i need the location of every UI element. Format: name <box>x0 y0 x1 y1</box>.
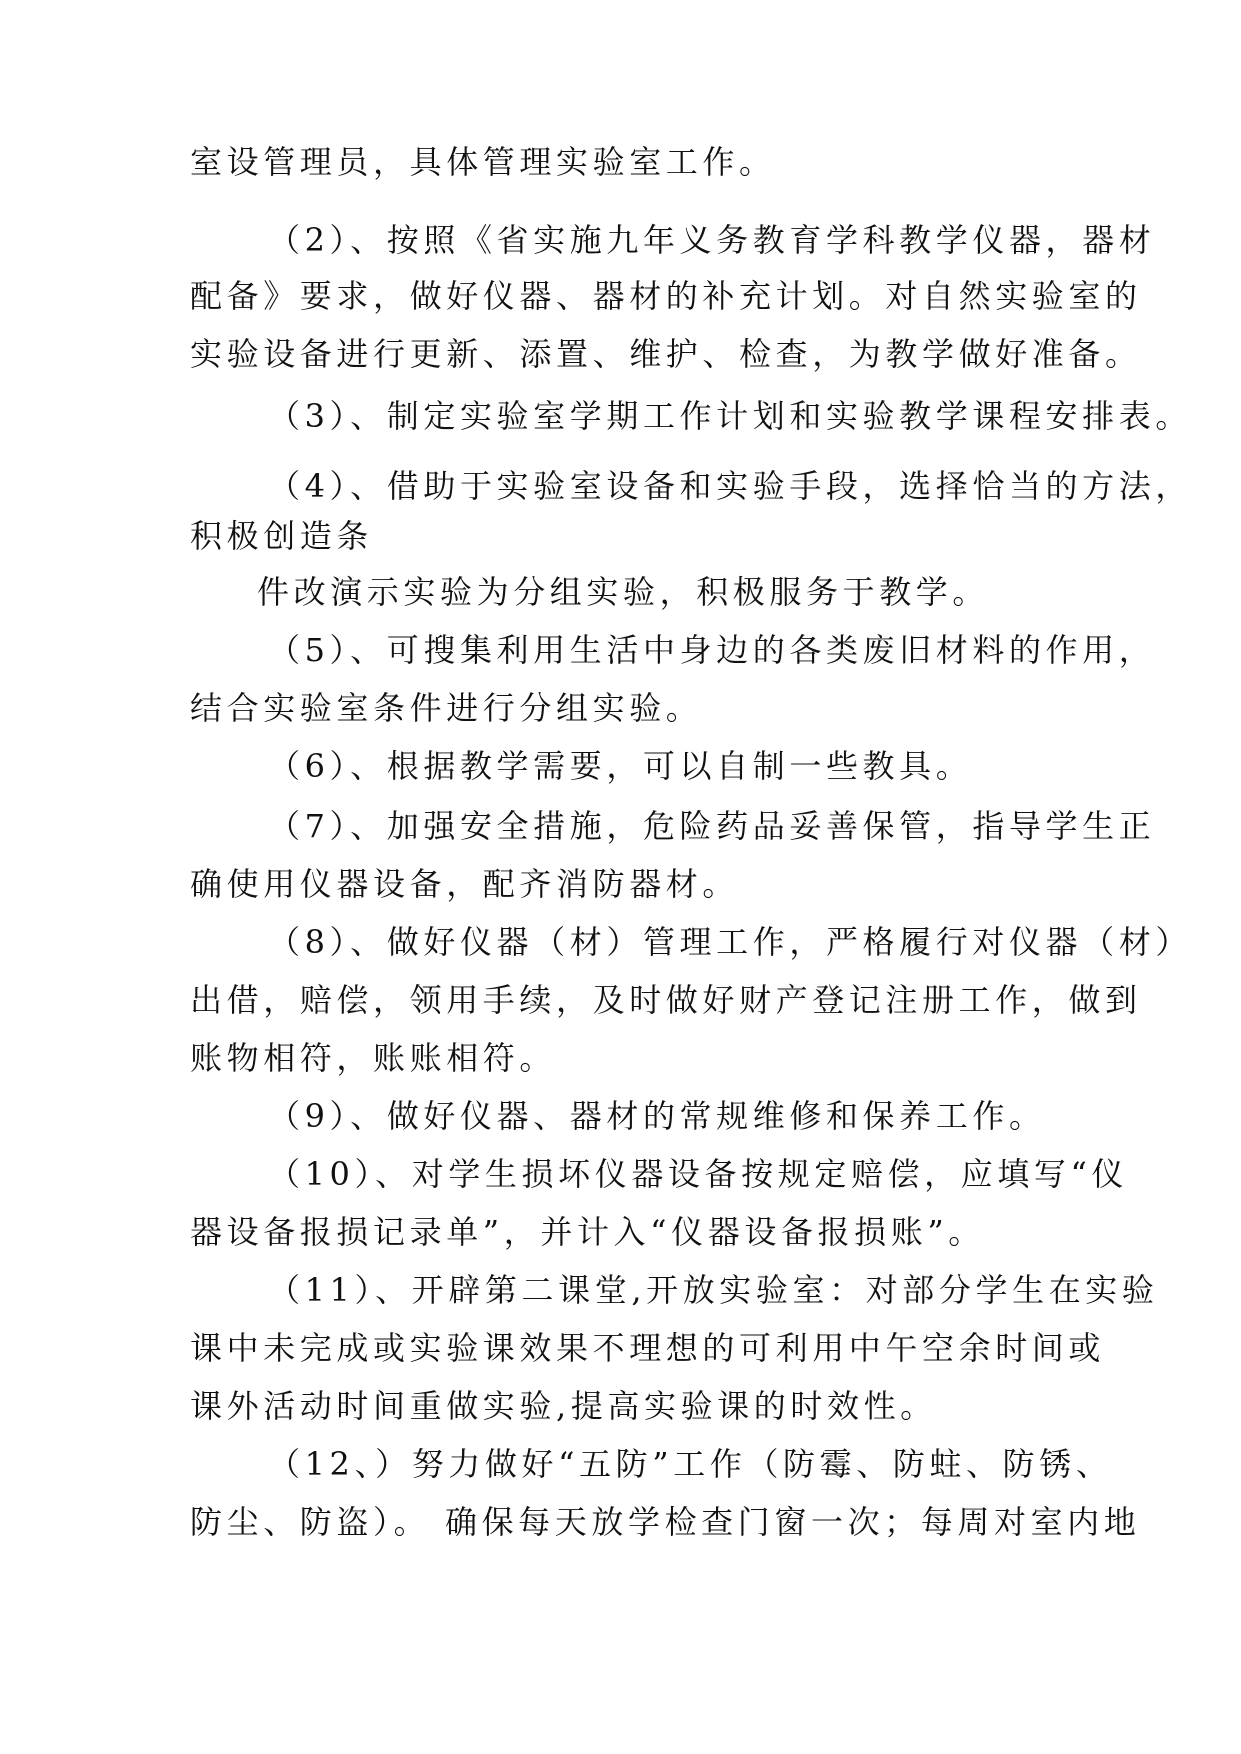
text-line: 器设备报损记录单”，并计入“仪器设备报损账”。 <box>190 1213 985 1251</box>
text-line: 配备》要求，做好仪器、器材的补充计划。对自然实验室的 <box>190 277 1142 315</box>
text-line: （9）、做好仪器、器材的常规维修和保养工作。 <box>268 1097 1046 1135</box>
text-line: 账物相符，账账相符。 <box>190 1039 557 1077</box>
text-line: （12、）努力做好“五防”工作（防霉、防蛀、防锈、 <box>268 1445 1113 1483</box>
text-line: 确使用仪器设备，配齐消防器材。 <box>190 865 740 903</box>
text-line: 室设管理员，具体管理实验室工作。 <box>190 143 776 181</box>
text-line: 课中未完成或实验课效果不理想的可利用中午空余时间或 <box>190 1329 1106 1367</box>
text-line: （2）、按照《省实施九年义务教育学科教学仪器，器材 <box>268 221 1156 259</box>
text-line: （8）、做好仪器（材）管理工作，严格履行对仪器（材） <box>268 923 1192 961</box>
text-line: 出借，赔偿，领用手续，及时做好财产登记注册工作，做到 <box>190 981 1142 1019</box>
text-line: 防尘、防盗）。 确保每天放学检查门窗一次；每周对室内地 <box>190 1503 1141 1541</box>
text-line: 结合实验室条件进行分组实验。 <box>190 689 703 727</box>
text-line: （3）、制定实验室学期工作计划和实验教学课程安排表。 <box>268 397 1192 435</box>
text-line: （7）、加强安全措施，危险药品妥善保管，指导学生正 <box>268 807 1156 845</box>
text-line: （5）、可搜集利用生活中身边的各类废旧材料的作用， <box>268 631 1156 669</box>
text-line: （4）、借助于实验室设备和实验手段，选择恰当的方法， <box>268 467 1192 505</box>
text-line: 件改演示实验为分组实验，积极服务于教学。 <box>257 573 990 611</box>
text-line: （10）、对学生损坏仪器设备按规定赔偿，应填写“仪 <box>268 1155 1129 1193</box>
text-line: （6）、根据教学需要，可以自制一些教具。 <box>268 747 973 785</box>
text-line: 实验设备进行更新、添置、维护、检查，为教学做好准备。 <box>190 335 1142 373</box>
text-line: 积极创造条 <box>190 517 374 555</box>
text-line: （11）、开辟第二课堂,开放实验室：对部分学生在实验 <box>268 1271 1159 1309</box>
text-line: 课外活动时间重做实验,提高实验课的时效性。 <box>190 1387 937 1425</box>
